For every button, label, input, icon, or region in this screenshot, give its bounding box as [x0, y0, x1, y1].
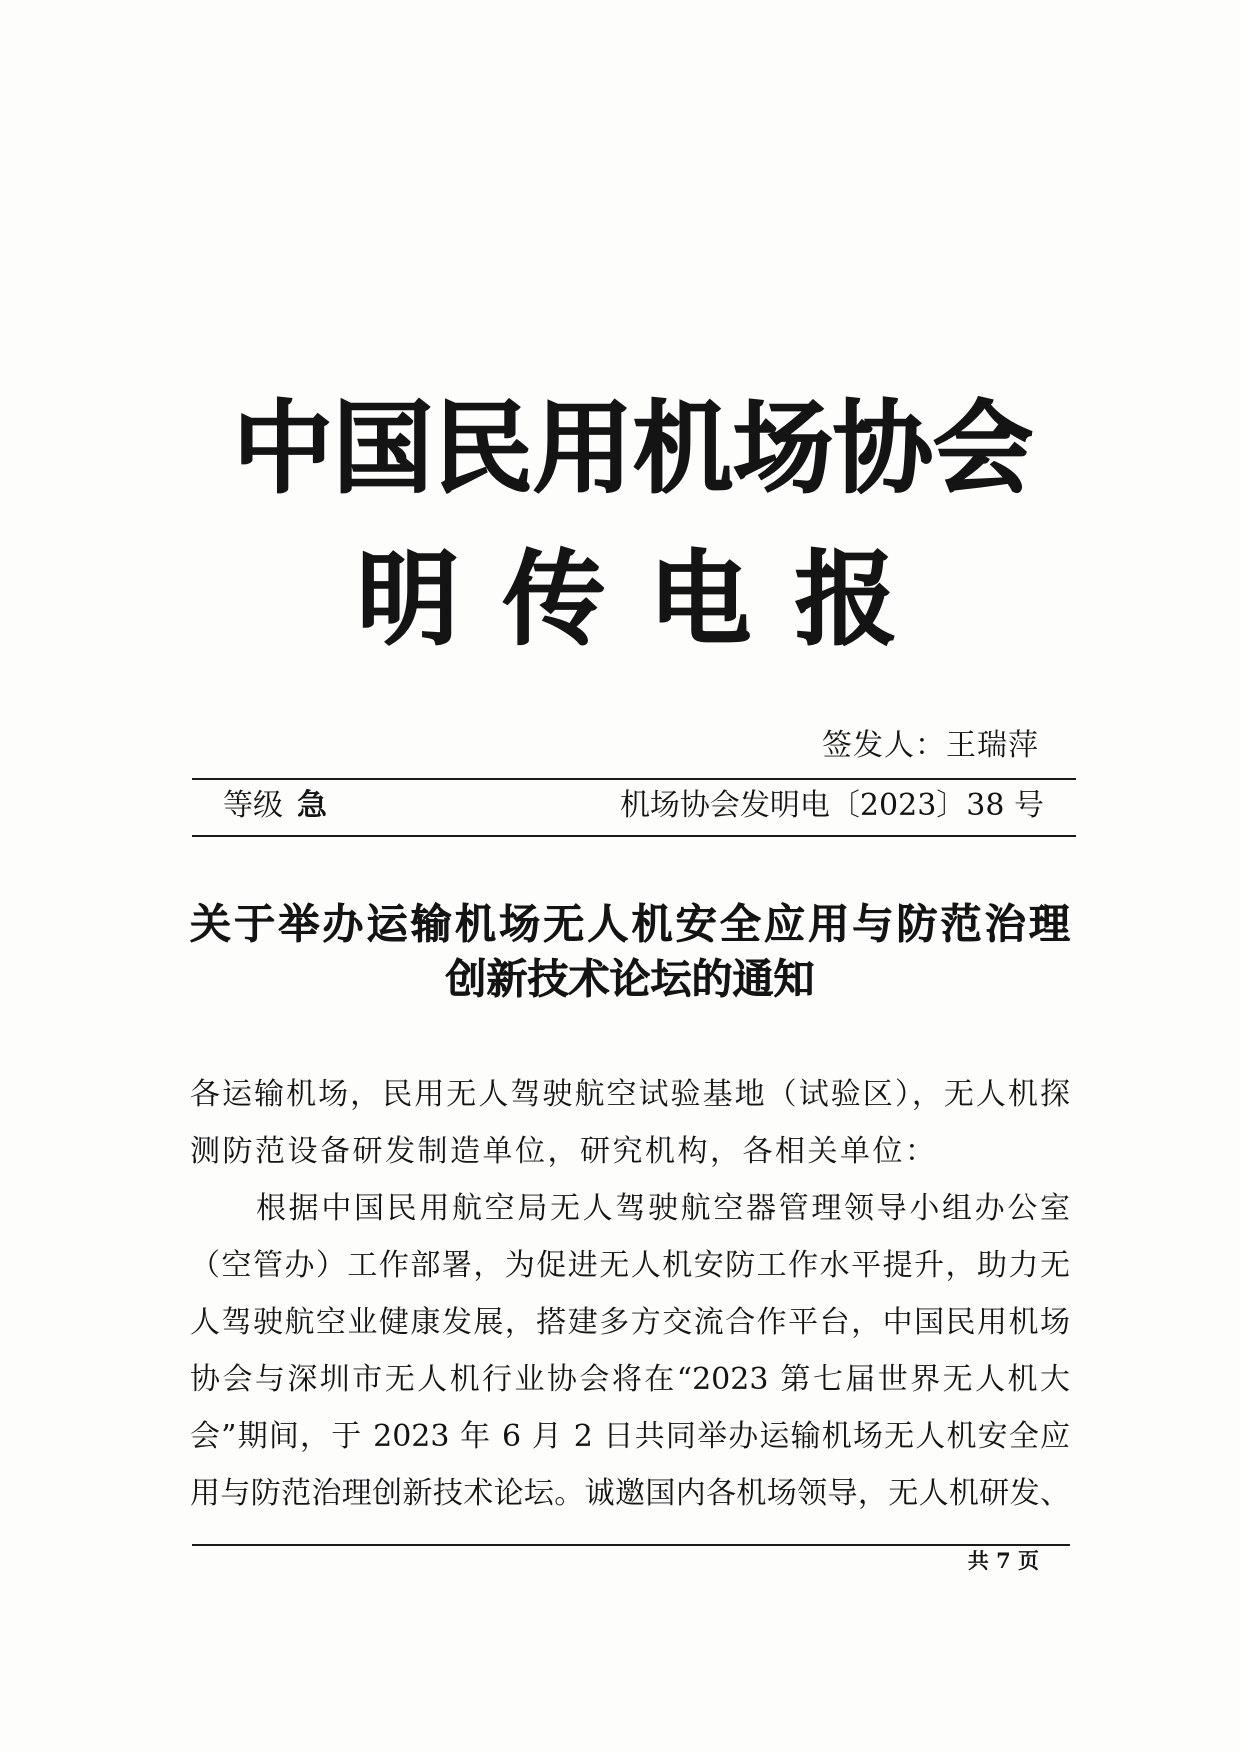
body-line: 各运输机场，民用无人驾驶航空试验基地（试验区），无人机探 [190, 1077, 1070, 1112]
organization-name-heading: 中国民用机场协会 [233, 389, 1033, 507]
signer-line [680, 726, 1039, 766]
divider-bottom [192, 1544, 1070, 1546]
addressee-paragraph [190, 1066, 1070, 1180]
page-count: 共 7 页 [967, 1548, 1039, 1573]
notice-title-line: 创新技术论坛的通知 [445, 955, 815, 1003]
notice-title-line: 关于举办运输机场无人机安全应用与防范治理 [190, 900, 1070, 948]
body-line: 会”期间，于 2023 年 6 月 2 日共同举办运输机场无人机安全应 [190, 1419, 1070, 1454]
body-line: 测防范设备研发制造单位，研究机构，各相关单位： [190, 1134, 938, 1169]
signer-name: 王瑞萍 [946, 728, 1039, 763]
body-line: 协会与深圳市无人机行业协会将在“2023 第七届世界无人机大 [190, 1362, 1070, 1397]
divider-middle [192, 835, 1076, 837]
body-line: 根据中国民用航空局无人驾驶航空器管理领导小组办公室 [256, 1191, 1070, 1226]
divider-top [192, 778, 1076, 780]
body-line: 用与防范治理创新技术论坛。诚邀国内各机场领导，无人机研发、 [190, 1476, 1070, 1511]
urgency-level [223, 786, 327, 826]
urgency-level-label: 等级 [223, 788, 283, 823]
urgency-level-value: 急 [297, 788, 327, 823]
body-line: 人驾驶航空业健康发展，搭建多方交流合作平台，中国民用机场 [190, 1305, 1070, 1340]
document-type-heading: 明传电报 [357, 540, 897, 660]
notice-body [190, 1066, 1070, 1522]
body-paragraph [190, 1180, 1070, 1522]
body-line: （空管办）工作部署，为促进无人机安防工作水平提升，助力无 [190, 1248, 1070, 1283]
signer-label: 签发人： [822, 728, 946, 763]
document-number: 机场协会发明电〔2023〕38 号 [619, 788, 1044, 823]
